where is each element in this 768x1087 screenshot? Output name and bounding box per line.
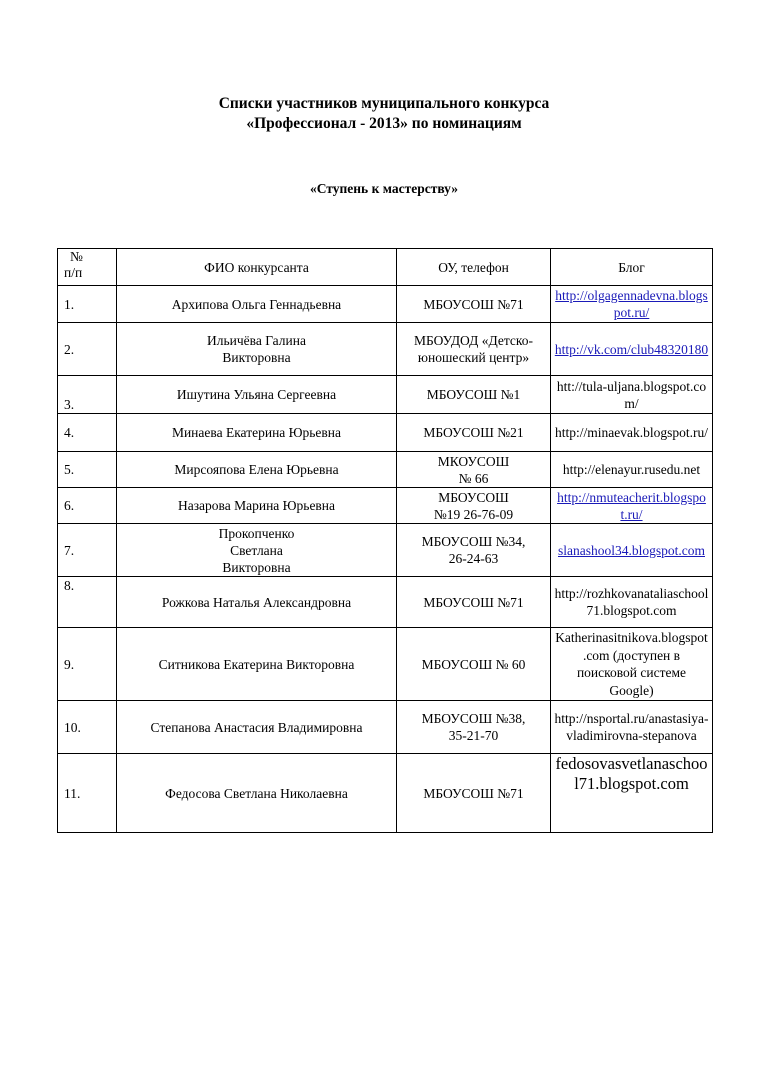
blog-text[interactable]: http://elenayur.rusedu.net bbox=[562, 462, 701, 477]
document-title-line2: «Профессионал - 2013» по номинациям bbox=[246, 115, 522, 132]
table-row bbox=[58, 577, 713, 628]
row-name: Рожкова Наталья Александровна bbox=[117, 577, 397, 628]
row-name: Минаева Екатерина Юрьевна bbox=[117, 414, 397, 452]
row-blog[interactable] bbox=[551, 414, 713, 452]
row-school: МБОУСОШ №1 bbox=[397, 376, 551, 414]
row-school: МБОУДОД «Детско-юношеский центр» bbox=[397, 323, 551, 376]
row-school: МБОУСОШ № 60 bbox=[397, 628, 551, 701]
row-num: 8. bbox=[58, 577, 117, 628]
nomination-title: «Ступень к мастерству» bbox=[309, 181, 458, 196]
row-school: МБОУСОШ №71 bbox=[397, 286, 551, 323]
table-row bbox=[58, 754, 713, 833]
blog-link[interactable]: http://olgagennadevna.blogspot.ru/ bbox=[555, 288, 708, 320]
table-row bbox=[58, 414, 713, 452]
blog-text[interactable]: Katherinasitnikova.blogspot.com (доступен в поисковой системе Google) bbox=[555, 630, 708, 698]
row-name: Назарова Марина Юрьевна bbox=[117, 488, 397, 524]
row-school: МБОУСОШ №71 bbox=[397, 577, 551, 628]
row-num: 3. bbox=[58, 376, 117, 414]
document-title-line1: Списки участников муниципального конкурса bbox=[218, 95, 550, 112]
row-school: МБОУСОШ №34, 26-24-63 bbox=[397, 524, 551, 577]
row-num: 5. bbox=[58, 452, 117, 488]
table-row bbox=[58, 286, 713, 323]
header-num-line2: п/п bbox=[64, 265, 83, 280]
row-blog[interactable] bbox=[551, 701, 713, 754]
header-school: ОУ, телефон bbox=[397, 249, 551, 286]
row-name: Ильичёва Галина Викторовна bbox=[117, 323, 397, 376]
row-num: 1. bbox=[58, 286, 117, 323]
header-num-line1: № bbox=[70, 249, 83, 264]
table-row bbox=[58, 524, 713, 577]
table-row bbox=[58, 488, 713, 524]
row-num: 11. bbox=[58, 754, 117, 833]
blog-text[interactable]: htt://tula-uljana.blogspot.com/ bbox=[556, 378, 707, 411]
table-row bbox=[58, 452, 713, 488]
blog-text[interactable]: http://rozhkovanataliaschool71.blogspot.com bbox=[554, 586, 709, 618]
blog-link[interactable]: http://vk.com/club48320180 bbox=[554, 341, 709, 357]
row-blog[interactable] bbox=[551, 754, 713, 833]
row-name: Степанова Анастасия Владимировна bbox=[117, 701, 397, 754]
blog-link[interactable]: http://nmuteacherit.blogspot.ru/ bbox=[557, 489, 706, 522]
table-row bbox=[58, 701, 713, 754]
row-school: МКОУСОШ № 66 bbox=[397, 452, 551, 488]
blog-text[interactable]: http://nsportal.ru/anastasiya-vladimirovna-stepanova bbox=[554, 711, 709, 743]
row-blog[interactable] bbox=[551, 628, 713, 701]
blog-text[interactable]: http://minaevak.blogspot.ru/ bbox=[555, 425, 708, 440]
row-name: Ишутина Ульяна Сергеевна bbox=[117, 376, 397, 414]
row-num: 4. bbox=[58, 414, 117, 452]
participants-table bbox=[57, 248, 713, 833]
blog-link[interactable]: slanashool34.blogspot.com bbox=[558, 542, 705, 558]
row-num: 2. bbox=[58, 323, 117, 376]
table-row bbox=[58, 628, 713, 701]
row-blog[interactable] bbox=[551, 376, 713, 414]
row-name: Ситникова Екатерина Викторовна bbox=[117, 628, 397, 701]
row-blog[interactable] bbox=[551, 577, 713, 628]
row-blog[interactable] bbox=[551, 286, 713, 323]
header-name: ФИО конкурсанта bbox=[117, 249, 397, 286]
row-school: МБОУСОШ №19 26-76-09 bbox=[397, 488, 551, 524]
row-blog[interactable] bbox=[551, 524, 713, 577]
blog-text[interactable]: fedosovasvetlanaschool71.blogspot.com bbox=[555, 754, 708, 793]
row-name: Архипова Ольга Геннадьевна bbox=[117, 286, 397, 323]
header-num bbox=[58, 249, 117, 286]
table-row bbox=[58, 323, 713, 376]
header-blog: Блог bbox=[551, 249, 713, 286]
row-school: МБОУСОШ №21 bbox=[397, 414, 551, 452]
row-blog[interactable] bbox=[551, 488, 713, 524]
row-blog[interactable] bbox=[551, 452, 713, 488]
row-name: Прокопченко Светлана Викторовна bbox=[117, 524, 397, 577]
table-header-row bbox=[58, 249, 713, 286]
row-school: МБОУСОШ №38, 35-21-70 bbox=[397, 701, 551, 754]
row-num: 10. bbox=[58, 701, 117, 754]
row-name: Федосова Светлана Николаевна bbox=[117, 754, 397, 833]
table-row bbox=[58, 376, 713, 414]
row-num: 6. bbox=[58, 488, 117, 524]
row-name: Мирсояпова Елена Юрьевна bbox=[117, 452, 397, 488]
row-num: 7. bbox=[58, 524, 117, 577]
row-num: 9. bbox=[58, 628, 117, 701]
row-school: МБОУСОШ №71 bbox=[397, 754, 551, 833]
row-blog[interactable] bbox=[551, 323, 713, 376]
